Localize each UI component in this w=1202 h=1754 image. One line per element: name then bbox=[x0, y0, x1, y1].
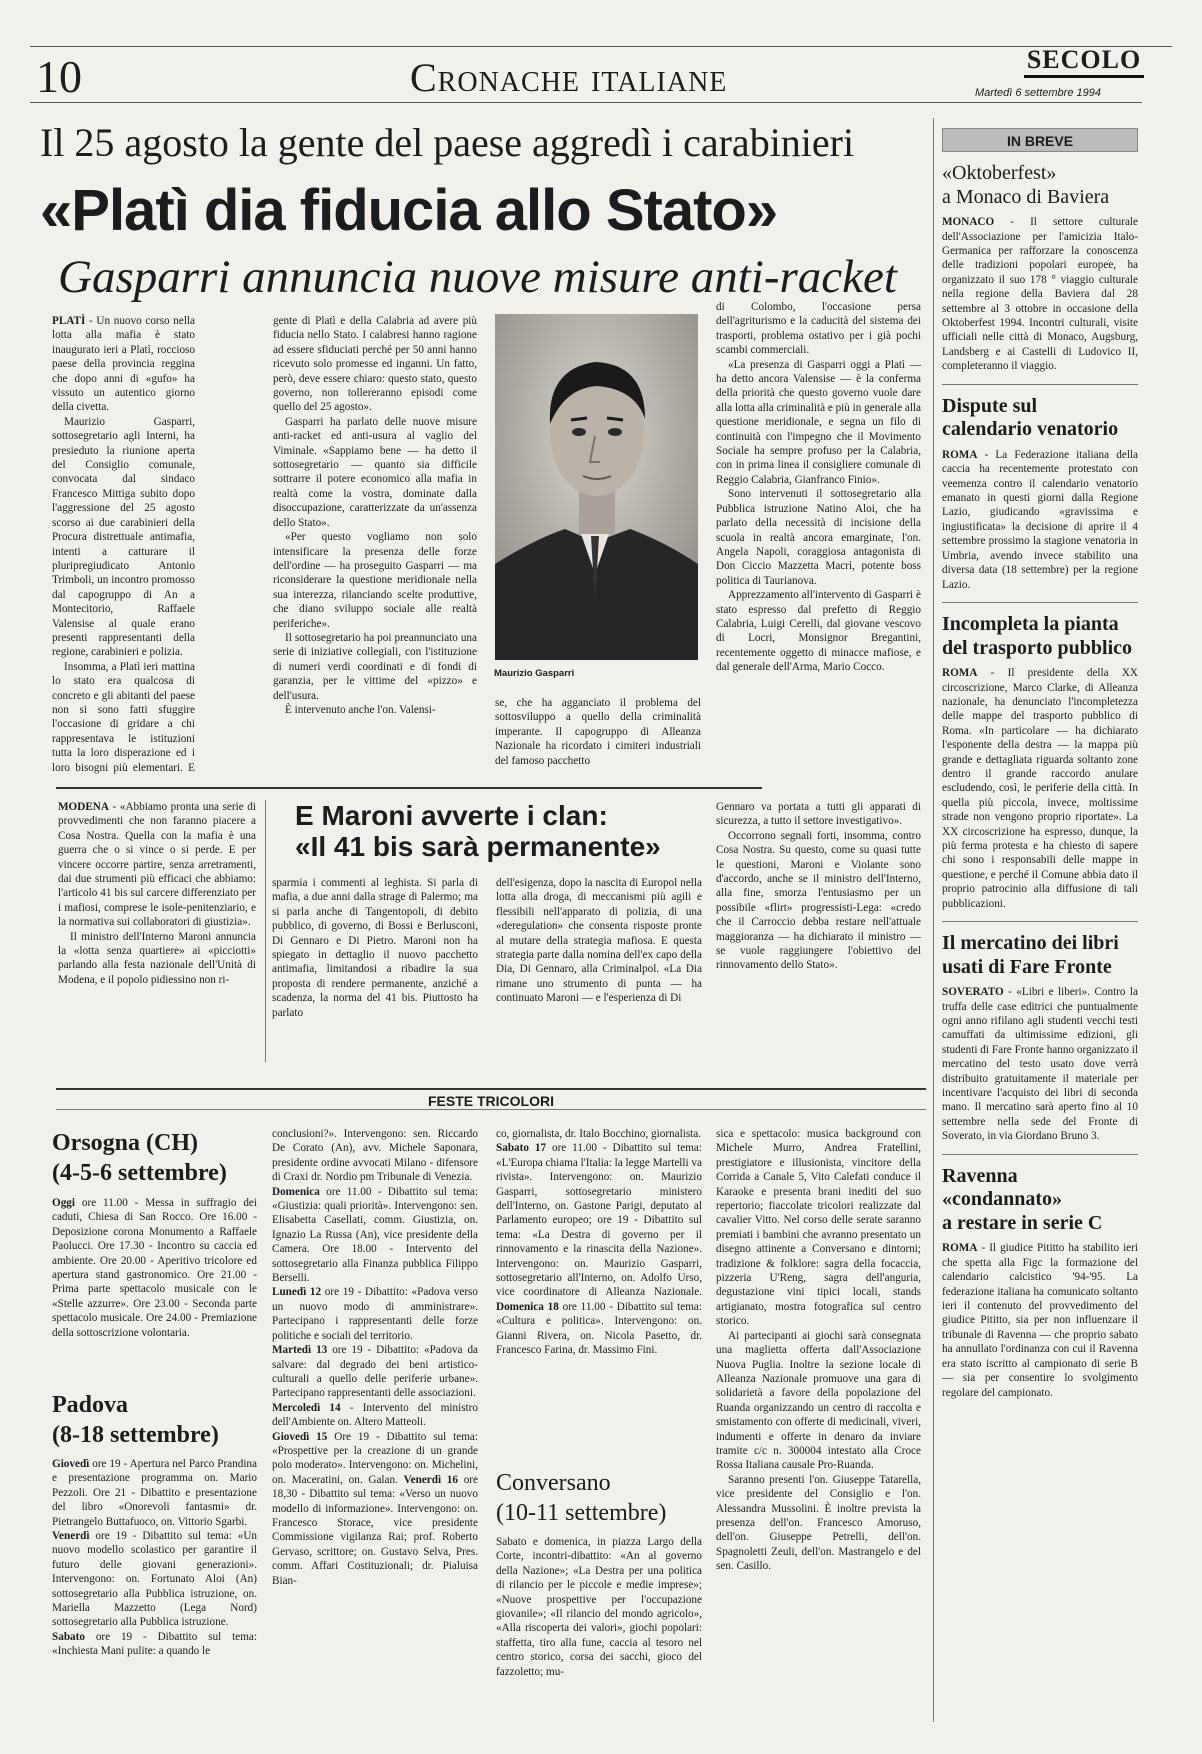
paragraph: Sabato e domenica, in piazza Largo della Corte, incontri-dibattito: «An al governo della Nazione»; «La Destra per una politica di rilancio per le piccole e medie imprese»; «Nuove prospettive per l'occupazione giovanile»; «Il rilancio del mondo agricolo», «Alla riscoperta dei valori», giochi popolari: staffetta, tiro alla fune, caccia al tesoro nel centro storico, corsa dei sacchi, gioco del fazzoletto; mu- bbox=[496, 1536, 702, 1678]
feste-column-3 bbox=[496, 1127, 702, 1463]
main-subhead: Gasparri annuncia nuove misure anti-racket bbox=[58, 251, 897, 303]
brief-body bbox=[942, 985, 1138, 1143]
dateline: ROMA bbox=[942, 1242, 978, 1255]
brief-body bbox=[942, 448, 1138, 592]
paragraph: «Per questo vogliamo non solo intensificare la presenza delle forze dell'ordine — ha proseguito Gasparri — ma riconsiderare la questione meridionale nella sua interezza, rilanciando scelte produttive, che diano sviluppo sociale alle realtà periferiche». bbox=[273, 531, 477, 630]
paragraph: ore 19 - Dibattito sul tema: «Inchiesta Mani pulite: a quando le bbox=[52, 1630, 257, 1658]
brief-separator bbox=[942, 602, 1138, 603]
top-rule bbox=[30, 46, 1172, 47]
dateline: ROMA bbox=[942, 448, 978, 461]
event-title-line: Padova bbox=[52, 1392, 129, 1418]
padova-body bbox=[52, 1457, 257, 1721]
brief-title-line: calendario venatorio bbox=[942, 418, 1119, 441]
paragraph: Ore 19 - Dibattito sul tema: «Prospettive per la creazione di un grande polo moderato». Intervengono: on. Michelini, on. Maceratini, on. Galan. bbox=[272, 1430, 478, 1486]
paragraph: - «Libri e liberi». Contro la truffa delle case editrici che puntualmente ogni anno rifilano agli studenti vecchi testi camuffati da ultimissime edizioni, gli studenti di Fare Fronte hanno organizzato il mercatino del testo usato dove verrà distribuito gratuitamente il materiale per incentivare l'acquisto dei libri di seconda mano. Il mercatino sarà aperto fino al 10 settembre nella sede del Fronte di Soverato, in via Giordano Bruno 3. bbox=[942, 986, 1138, 1143]
paragraph: Occorrono segnali forti, insomma, contro Cosa Nostra. Su questo, come su quasi tutte le questioni, Maroni e Violante sono d'accordo, anche se il ministro dell'Interno, alla fine, smorza l'entusiasmo per un possibile «flirt» progressisti-Lega: «credo che il Carroccio debba restare nell'attuale maggioranza — ha dichiarato il ministro — se vuole raggiungere l'obiettivo del rinnovamento dello Stato». bbox=[716, 829, 921, 972]
day-label: Mercoledì 14 bbox=[272, 1401, 341, 1414]
paragraph: ore 19 - Apertura nel Parco Prandina e presentazione programma on. Mario Pezzoli. Ore 21 - Dibattito e presentazione del libro «Onorevoli fantasmi» dr. Pietrangelo Buttafuoco, on. Vittorio Sgarbi. bbox=[52, 1458, 257, 1528]
brief-separator bbox=[942, 1154, 1138, 1155]
brief-title bbox=[942, 395, 1138, 442]
brief-separator bbox=[942, 384, 1138, 385]
brief-title bbox=[942, 613, 1138, 660]
paragraph: ore 11.00 - Dibattito sul tema: «Giustizia: quali priorità». Intervengono: sen. Elisabetta Casellati, comm. Giustizia, on. Ignazio La Russa (An), vice presidente della Camera. Ore 18.00 - Intervento del sottosegretario alla Finanza pubblica Filippo Berselli. bbox=[272, 1185, 478, 1285]
orsogna-body bbox=[52, 1196, 257, 1382]
paragraph: ore 11.00 - Messa in suffragio dei caduti, Chiesa di San Rocco. Ore 16.00 - Deposizione corona Monumento a Raffaele Paolucci. Ore 17.30 - Incontro su caccia ed ambiente. Ore 20.00 - Aperitivo tricolore ed apertura stand gastronomico. Ore 21.00 - Prima parte spettacolo musicale con le «Stelle azzurre». Ore 23.00 - Seconda parte spettacolo musicale. Ore 24.00 - Premiazione della sottoscrizione volontaria. bbox=[52, 1197, 257, 1339]
event-title-conversano bbox=[496, 1468, 666, 1528]
paragraph: sparmia i commenti al leghista. Si parla di mafia, a due anni dalla strage di Palermo; ma si parla anche di Tangentopoli, di debito pubblico, di governo, di Bossi e Berlusconi, Di Gennaro e Di Pietro. Maroni non ha spiegato in dettaglio il nuovo pacchetto antimafia, limitandosi a ribadire la sua proposta di rendere permanente, anziché a scadenza, la norma del 41 bis. Piuttosto ha parlato bbox=[272, 877, 478, 1019]
maroni-column-3 bbox=[496, 876, 702, 1062]
event-title-line: (8-18 settembre) bbox=[52, 1422, 219, 1448]
in-breve-label: IN BREVE bbox=[942, 128, 1138, 152]
paragraph: dell'esigenza, dopo la nascita di Europol nella lotta alla droga, di meccanismi più agili e flessibili nell'apparato di polizia, di una «deregulation» che consenta risposte pronte al mutare della strategia mafiosa. E questa strategia parte dalla nomina dell'ex capo della Dia, Di Gennaro, alla Criminalpol. «La Dia rimane uno strumento di punta — ha continuato Maroni — e l'esperienza di Di bbox=[496, 877, 702, 1005]
portrait-photo-image bbox=[495, 314, 698, 660]
conversano-body bbox=[496, 1535, 702, 1721]
feste-banner-label: FESTE TRICOLORI bbox=[428, 1093, 554, 1109]
paragraph: Saranno presenti l'on. Giuseppe Tatarella, vice presidente del Consiglio e l'on. Alessandra Mussolini. È inoltre prevista la presenza dell'on. Francesco Amoruso, dell'on. Giuseppe Petrelli, dell'on. Spagnoletti Zeuli, dell'on. Mastrangelo e del sen. Casillo. bbox=[716, 1473, 921, 1573]
paragraph: co, giornalista, dr. Italo Bocchino, giornalista. bbox=[496, 1128, 702, 1140]
paragraph: Apprezzamento all'intervento di Gasparri è stato espresso dal prefetto di Reggio Calabria, Luigi Cerelli, dal giovane vescovo di Locri, Monsignor Bregantini, recentemente oggetto di minacce mafiose, e dal generale dell'Arma, Mario Cocco. bbox=[716, 589, 921, 674]
paragraph: Gennaro va portata a tutti gli apparati di sicurezza, a tutto il settore investigativo». bbox=[716, 801, 921, 828]
event-title-line: Orsogna (CH) bbox=[52, 1130, 198, 1156]
main-column-2 bbox=[273, 314, 477, 776]
paragraph: di Colombo, l'occasione persa dell'agriturismo e la caducità del sistema dei trasporti, problema ostativo per i già pochi scambi commerciali. bbox=[716, 301, 921, 357]
paragraph: È intervenuto anche l'on. Valensi- bbox=[285, 703, 436, 716]
day-label: Domenica bbox=[272, 1185, 320, 1198]
day-label: Lunedì 12 bbox=[272, 1286, 322, 1299]
event-title-line: (10-11 settembre) bbox=[496, 1500, 667, 1526]
paragraph: «La presenza di Gasparri oggi a Platì — ha detto ancora Valensise — è la conferma della priorità che questo governo vuole dare alla lotta alla criminalità e più in generale alla questione meridionale, e segna un filo di continuità con l'impegno che il Movimento Sociale ha sempre profuso per la Calabria, con in prima linea il consigliere comunale di Reggio Calabria, Gianfranco Finio». bbox=[716, 358, 921, 486]
dateline: MODENA bbox=[58, 801, 109, 813]
brief-title-line: del trasporto pubblico bbox=[942, 636, 1133, 659]
brief-title-line: Ravenna «condannato» bbox=[942, 1164, 1063, 1211]
dateline: MONACO bbox=[942, 216, 995, 229]
day-label: Venerdì 16 bbox=[403, 1473, 458, 1486]
maroni-headline bbox=[295, 800, 661, 863]
main-column-4 bbox=[716, 300, 921, 778]
brief-separator bbox=[942, 921, 1138, 922]
main-column-1 bbox=[52, 314, 195, 776]
dateline: ROMA bbox=[942, 667, 978, 680]
brief-title-line: Incompleta la pianta bbox=[942, 612, 1119, 635]
paragraph: - La Federazione italiana della caccia ha recentemente protestato con veemenza contro il calendario venatorio emanato in questi giorni dalla Regione Lazio, giudicando «gravissima e ingiustificata» la decisione di aprire il 4 settembre prossimo la stagione venatoria in Umbria, avendo invece stabilito una diversa data (18 settembre) per la regione Lazio. bbox=[942, 448, 1138, 591]
feste-banner bbox=[56, 1088, 926, 1110]
maroni-column-1 bbox=[58, 800, 256, 1062]
brief-title-line: «Oktoberfest» bbox=[942, 162, 1057, 184]
paragraph: Maurizio Gasparri, sottosegretario agli Interni, ha presieduto la riunione aperta del Consiglio comunale, convocata dal sindaco Francesco Mittiga subito dopo l'aggressione del 25 agosto scorso ai due carabinieri della Procura distrettuale antimafia, intenti a catturare il pluripregiudicato Antonio Trimboli, un incontro promosso dal capogruppo di An a Montecitorio, Raffaele Valensise al quale erano presenti rappresentanti della regione, carabinieri e polizia. bbox=[52, 415, 195, 659]
dateline: SOVERATO bbox=[942, 986, 1004, 999]
paragraph: Il sottosegretario ha poi preannunciato una serie di iniziative collegiali, con l'istituzione di numeri verdi coordinati e di fondi di garanzia, per le vittime del «pizzo» e dell'usura. bbox=[273, 631, 477, 702]
day-label: Venerdì bbox=[52, 1530, 90, 1543]
event-title-orsogna bbox=[52, 1128, 227, 1188]
paragraph: - Il settore culturale dell'Associazione per l'amicizia Italo-Germanica per rafforzare la conoscenza delle tradizioni popolari europee, ha organizzato il suo 178 ° viaggio culturale nella regione della Baviera dal 28 settembre al 3 ottobre in occasione della Oktoberfest 1994. Incontri culturali, visite ufficiali nelle città di Monaco, Augsburg, Landsberg e ai Castelli di Ludovico II, completeranno il viaggio. bbox=[942, 216, 1138, 373]
day-label: Sabato bbox=[52, 1630, 85, 1643]
paragraph: - Il giudice Pititto ha stabilito ieri che spetta alla Figc la formazione del calendario calcistico '94-'95. La federazione italiana ha comunicato soltanto ieri il contenuto del provvedimento del giudice Pititto, sia per non influenzare il tribunale di Ravenna — che proprio sabato ha annullato l'ordinanza con cui il Ravenna era stato iscritto al campionato di serie B — sia per consentire lo svolgimento regolare del campionato. bbox=[942, 1242, 1138, 1399]
brief-title bbox=[942, 932, 1138, 979]
column-divider bbox=[265, 800, 266, 1062]
masthead-name: SECOLO bbox=[1024, 46, 1144, 78]
paragraph: se, che ha agganciato il problema del sottosviluppo a quello della criminalità imperante. Il capogruppo di Alleanza Nazionale ha ricordato i cimiteri industriali del famoso pacchetto bbox=[495, 697, 701, 767]
event-title-line: Conversano bbox=[496, 1470, 611, 1496]
paragraph: ore 19 - Dibattito sul tema: «Un nuovo modello scolastico per garantire il futuro delle giovani generazioni». Intervengono: on. Fortunato Aloi (An) sottosegretario alla Pubblica istruzione, on. Mariella Mazzetto (Lega Nord) sottosegretario alla Pubblica istruzione. bbox=[52, 1530, 257, 1629]
brief-title-line: a restare in serie C bbox=[942, 1211, 1103, 1234]
brief-body bbox=[942, 1241, 1138, 1399]
paragraph: - Il presidente della XX circoscrizione, Marco Clarke, di Alleanza nazionale, ha denunciato l'incompletezza delle mappe del trasporto pubblico di Roma. «In particolare — ha dichiarato l'esponente della destra — la mappa più grande e dettagliata riguarda soltanto zone dentro il grande raccordo anulare escludendo, così, le periferie della città. In quella più piccola, invece, moltissime strade non vengono proprio riportate». La XX circoscrizione ha espresso, dunque, la più ferma protesta e ha chiesto di sapere chi sono i responsabili delle mappe in questione, e perché il Comune abbia dato il proprio patrocinio alla diffusione di tali pubblicazioni. bbox=[942, 667, 1138, 910]
paragraph: Insomma, a Platì ieri mattina lo stato era qualcosa di concreto e gli abitanti del paese non si sono fatti sfuggire l'occasione di gridare a chi rappresentava le istituzioni tutta la loro disperazione ed i loro bisogni più elementari. E bbox=[52, 660, 195, 774]
brief-title-line: a Monaco di Baviera bbox=[942, 185, 1110, 208]
photo-caption: Maurizio Gasparri bbox=[494, 668, 575, 679]
paragraph: conclusioni?». Intervengono: sen. Riccardo De Corato (An), avv. Michele Saponara, presidente ordine avvocati Milano - difensore di Craxi dr. Nordio pm Tribunale di Venezia. bbox=[272, 1128, 478, 1184]
brief-title bbox=[942, 1165, 1138, 1236]
paragraph: ore 11.00 - Dibattito sul tema: «Cultura e politica». Intervengono: on. Gianni Rivera, on. Nicola Pasetto, dr. Francesco Farina, dr. Massimo Fini. bbox=[496, 1300, 702, 1357]
sidebar-divider bbox=[933, 118, 934, 1722]
section-title: Cronache italiane bbox=[410, 55, 728, 100]
paragraph: Il ministro dell'Interno Maroni annuncia la «lotta senza quartiere» ai «picciotti» parlando alla festa nazionale dell'Unità di Modena, e il popolo pidiessino non ri- bbox=[58, 930, 256, 986]
paragraph: Ai partecipanti ai giochi sarà consegnata una maglietta offerta dall'Associazione Nuova Puglia. Inoltre la sezione locale di Alleanza Nazionale promuove una gara di solidarietà a favore della popolazione del Ruanda organizzando un centro di raccolta e smistamento con offerte di medicinali, viveri, indumenti e offerte in denaro da inviare tramite c/c n. 300004 intestato alla Croce Rossa Italiana causale Pro-Ruanda. bbox=[716, 1329, 921, 1472]
paragraph: Gasparri ha parlato delle nuove misure anti-racket ed anti-usura al vaglio del Viminale. «Sappiamo bene — ha detto il sottosegretario — quanto sia difficile sottrarre il potere economico alla mafia in realtà come la vostra, dominate dalla disoccupazione, caratterizzate da un'assenza dello Stato». bbox=[273, 415, 477, 529]
day-label: Domenica 18 bbox=[496, 1300, 559, 1313]
maroni-column-4 bbox=[716, 800, 921, 1062]
paragraph: sica e spettacolo: musica background con Michele Murro, Andrea Fratellini, prestigiatore e illusionista, vincitore della Corrida a Canale 5, Vito Calefati conduce il Karaoke e presenta brani inediti del suo repertorio; fiaccolate tricolori realizzate dal cavalier Vitto. Nel corso delle serate saranno premiati i bambini che avranno presentato un disegno attinente a Conversano e dintorni; tradizione & folklore: sagra della focaccia, pizzeria U'Reng, sagra dell'anguria, degustazione vini tipici locali, stands artigianato, mostra fotografica sul centro storico. bbox=[716, 1128, 921, 1328]
paragraph: gente di Platì e della Calabria ad avere più fiducia nello Stato. I calabresi hanno ragione ad essere sfiduciati perché per 50 anni hanno ricevuto solo promesse ed inganni. Un fatto, però, deve essere chiaro: questo stato, questo governo, non tollereranno episodi come quello del 25 agosto». bbox=[273, 315, 477, 414]
brief-body bbox=[942, 215, 1138, 373]
day-label: Martedì 13 bbox=[272, 1344, 328, 1357]
event-title-padova bbox=[52, 1390, 219, 1450]
paragraph: ore 11.00 - Dibattito sul tema: «L'Europa chiama l'Italia: la legge Martelli va rivista». Intervengono: on. Maurizio Gasparri, sottosegretario ministero dell'Interno, on. Gastone Parigi, deputato al Parlamento europeo; ore 19 - Dibattito sul tema: «La Destra di governo per il rinnovamento e la rinascita della Nazione». Intervengono: on. Maurizio Gasparri, sottosegretario all'Interno, on. Adolfo Urso, vice coordinatore di Alleanza Nazionale. bbox=[496, 1142, 702, 1299]
paragraph: Sono intervenuti il sottosegretario alla Pubblica istruzione Natino Aloi, che ha parlato della necessità di incisione della scuola in realtà ancora emarginate, l'on. Angela Napoli, coraggiosa antagonista di Don Ciccio Mazzetta Macrì, potente boss politica di Taurianova. bbox=[716, 488, 921, 587]
feste-column-4 bbox=[716, 1127, 921, 1721]
maroni-headline-line2: «Il 41 bis sarà permanente» bbox=[295, 831, 661, 863]
event-title-line: (4-5-6 settembre) bbox=[52, 1160, 227, 1186]
brief-title-line: Il mercatino dei libri bbox=[942, 932, 1119, 954]
day-label: Giovedì bbox=[52, 1458, 90, 1470]
feste-column-2 bbox=[272, 1127, 478, 1721]
main-column-3 bbox=[495, 696, 701, 778]
day-label: Sabato 17 bbox=[496, 1142, 547, 1155]
paragraph: ore 19 - Dibattito: «Padova verso un nuovo modo di amministrare». Partecipano i rappresentanti delle forze politiche e sociali del territorio. bbox=[272, 1286, 478, 1342]
day-label: Oggi bbox=[52, 1197, 75, 1209]
dateline: PLATÌ bbox=[52, 315, 86, 327]
paragraph: - «Abbiamo pronta una serie di provvedimenti che non faranno piacere a Cosa Nostra. Quella con la mafia è una guerra che o si vince o si perde. E per vincere occorre partire, senza arretramenti, dai due strumenti più efficaci che abbiamo: l'articolo 41 bis sul carcere differenziato per i mafiosi, comprese le isole-penitenziario, e la normativa sui collaboratori di giustizia». bbox=[58, 801, 256, 929]
brief-title-line: Dispute sul bbox=[942, 394, 1038, 417]
masthead bbox=[1024, 46, 1144, 78]
day-label: Giovedì 15 bbox=[272, 1430, 328, 1443]
in-breve-sidebar bbox=[942, 128, 1138, 1720]
portrait-photo bbox=[495, 314, 698, 660]
paragraph: - Intervento del ministro dell'Ambiente on. Altero Matteoli. bbox=[272, 1401, 478, 1429]
maroni-headline-line1: E Maroni avverte i clan: bbox=[295, 800, 608, 831]
brief-title-line: usati di Fare Fronte bbox=[942, 955, 1112, 978]
page-number: 10 bbox=[36, 51, 82, 102]
brief-body bbox=[942, 666, 1138, 911]
issue-date: Martedì 6 settembre 1994 bbox=[975, 87, 1101, 99]
main-headline: «Platì dia fiducia allo Stato» bbox=[40, 178, 778, 243]
paragraph: ore 19 - Dibattito: «Padova da salvare: dal degrado dei beni artistico-culturali a quello delle periferie urbane». Partecipano rappresentanti delle associazioni. bbox=[272, 1344, 478, 1400]
paragraph: ore 18,30 - Dibattito sul tema: «Verso un nuovo modello di informazione». Intervengono: on. Francesco Storace, vice presidente Commissione vigilanza Rai; prof. Roberto Gervaso, scrittore; on. Gustavo Selva, Pres. comm. Affari Costituzionali; dr. Pialuisa Bian- bbox=[272, 1473, 478, 1587]
header-rule bbox=[30, 102, 1142, 103]
maroni-column-2 bbox=[272, 876, 478, 1062]
paragraph: - Un nuovo corso nella lotta alla mafia è stato inaugurato ieri a Platì, roccioso paese della provincia reggina che dopo anni di «gufo» ha vissuto un autentico giorno della civetta. bbox=[52, 315, 195, 414]
main-kicker: Il 25 agosto la gente del paese aggredì i carabinieri bbox=[40, 120, 855, 165]
brief-title bbox=[942, 162, 1138, 209]
